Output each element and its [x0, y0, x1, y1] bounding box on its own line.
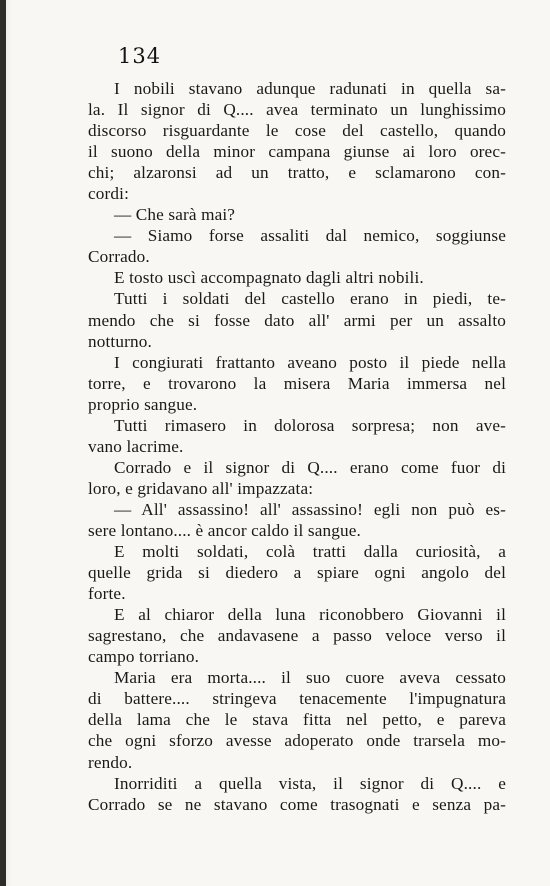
text-line: Maria era morta.... il suo cuore aveva cessato	[114, 668, 506, 688]
text-line: Tutti i soldati del castello erano in piedi, te-	[114, 289, 506, 309]
text-line: cordi:	[88, 184, 129, 204]
text-line: sere lontano.... è ancor caldo il sangue.	[88, 520, 361, 540]
text-line: della lama che le stava fitta nel petto, e pareva	[88, 710, 506, 730]
text-line: vano lacrime.	[88, 436, 184, 456]
body-text	[88, 78, 506, 815]
text-line: notturno.	[88, 331, 152, 351]
text-line: — Che sarà mai?	[114, 205, 236, 225]
text-line: il suono della minor campana giunse ai loro orec-	[88, 142, 506, 162]
text-line: E tosto uscì accompagnato dagli altri nobili.	[114, 268, 424, 288]
text-line: Corrado e il signor di Q.... erano come fuor di	[114, 457, 506, 477]
text-line: campo torriano.	[88, 647, 200, 667]
text-line: forte.	[88, 584, 126, 604]
text-line: Tutti rimasero in dolorosa sorpresa; non ave-	[114, 415, 506, 435]
text-line: I congiurati frattanto aveano posto il piede nella	[114, 352, 506, 372]
text-line: che ogni sforzo avesse adoperato onde trarsela mo-	[88, 731, 506, 751]
binding-edge	[0, 0, 6, 886]
text-line: I nobili stavano adunque radunati in quella sa-	[114, 79, 506, 98]
text-line: Corrado se ne stavano come trasognati e senza pa-	[88, 794, 506, 814]
text-line: torre, e trovarono la misera Maria immersa nel	[88, 373, 506, 393]
text-line: proprio sangue.	[88, 394, 198, 414]
text-line: loro, e gridavano all' impazzata:	[88, 478, 314, 498]
text-line: mendo che si fosse dato all' armi per un assalto	[88, 310, 506, 330]
text-line: chi; alzaronsi ad un tratto, e sclamarono con-	[88, 163, 506, 183]
text-line: di battere.... stringeva tenacemente l'impugnatura	[88, 689, 506, 709]
text-line: discorso risguardante le cose del castello, quando	[88, 121, 506, 141]
text-line: sagrestano, che andavasene a passo veloce verso il	[88, 626, 506, 646]
text-line: — Siamo forse assaliti dal nemico, soggiunse	[114, 226, 506, 246]
page-number: 134	[118, 44, 162, 68]
text-line: E al chiaror della luna riconobbero Giovanni il	[114, 605, 506, 625]
text-line: E molti soldati, colà tratti dalla curiosità, a	[114, 542, 506, 562]
text-line: Corrado.	[88, 247, 150, 267]
text-line: Inorriditi a quella vista, il signor di Q.... e	[114, 773, 506, 793]
text-line: rendo.	[88, 752, 133, 772]
text-line: la. Il signor di Q.... avea terminato un lunghissimo	[88, 100, 506, 120]
text-line: — All' assassino! all' assassino! egli non può es-	[114, 499, 506, 519]
text-line: quelle grida si diedero a spiare ogni angolo del	[88, 563, 506, 583]
